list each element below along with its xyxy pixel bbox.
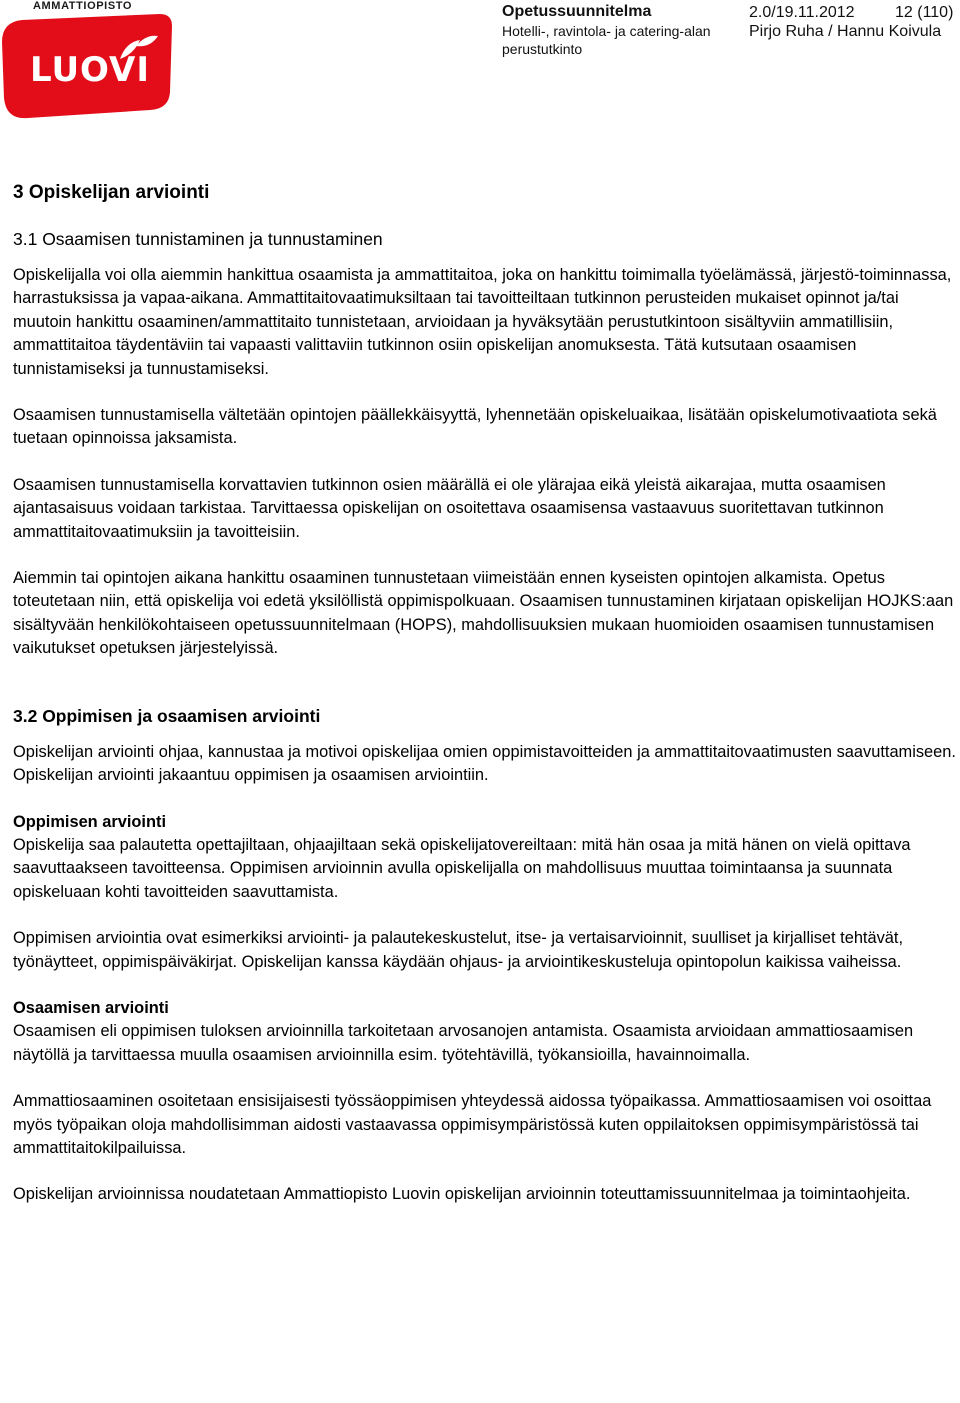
page-number: 12 (110) — [895, 4, 954, 21]
paragraph: Osaamisen tunnustamisella vältetään opintojen päällekkäisyyttä, lyhennetään opiskeluaikaa, lisätään opiskelumotivaatiota sekä tuetaan opinnoissa jaksamista. — [13, 406, 937, 448]
paragraph-text: Osaamisen eli oppimisen tuloksen arvioinnilla tarkoitetaan arvosanojen antamista. Osaamista arvioidaan ammattiosaamisen näytöllä ja tarvittaessa muulla osaamisen arvioinnilla esim. työtehtävillä, työkansioilla, havainnoimalla. — [13, 1022, 914, 1064]
subsection-heading: 3.2 Oppimisen ja osaamisen arviointi — [13, 705, 321, 726]
paragraph: Aiemmin tai opintojen aikana hankittu osaaminen tunnustetaan viimeistään ennen kyseisten opintojen alkamista. Opetus toteutetaan niin, että opiskelija voi edetä yksilöllistä oppimispolkuaan. Osaamisen tunnustaminen kirjataan opiskelijan HOJKS:aan sisältyvään henkilökohtaiseen opetussuunnitelmaan (HOPS), mahdollisuuksien mukaan huomioiden osaamisen tunnustamisen vaikutukset opetuksen järjestelyissä. — [13, 569, 954, 658]
document-version: 2.0/19.11.2012 — [749, 4, 855, 21]
paragraph-subheading: Oppimisen arviointi — [13, 812, 167, 831]
paragraph: Opiskelijan arvioinnissa noudatetaan Ammattiopisto Luovin opiskelijan arvioinnin toteuttamissuunnitelmaa ja toimintaohjeita. — [13, 1185, 911, 1204]
paragraph-with-subheading — [13, 811, 960, 905]
paragraph-subheading: Osaamisen arviointi — [13, 998, 169, 1017]
paragraph: Opiskelijalla voi olla aiemmin hankittua osaamista ja ammattitaitoa, joka on hankittu toimimalla työelämässä, järjestö-toiminnassa, harrastuksissa ja vapaa-aikana. Ammattitaitovaatimuksiltaan tai tavoitteiltaan tutkinnon perusteiden mukaiset opinnot ja/tai muutoin hankittu osaaminen/ammattitaito tunnistetaan, arvioidaan ja hyväksytään perustutkintoon sisältyviin ammatillisiin, ammattitaitoa täydentäviin tai vapaasti valittaviin tutkinnon osiin opiskelijan anomuksesta. Tätä kutsutaan osaamisen tunnistamiseksi ja tunnustamiseksi. — [13, 266, 952, 378]
logo-word: LUOVI — [30, 50, 151, 90]
document-subtitle: Hotelli-, ravintola- ja catering-alan perustutkinto — [502, 23, 711, 57]
paragraph-text: Opiskelija saa palautetta opettajiltaan, ohjaajiltaan sekä opiskelijatovereiltaan: mitä hän osaa ja mitä hänen on vielä opittava saavuttaakseen tavoitteensa. Oppimisen arvioinnin avulla opiskelijalla on mahdollisuus muuttaa toimintaansa ja suunnata opiskeluaan kohti tavoitteiden saavuttamista. — [13, 835, 911, 901]
document-title: Opetussuunnitelma — [502, 3, 652, 20]
document-authors: Pirjo Ruha / Hannu Koivula — [749, 23, 942, 40]
paragraph: Oppimisen arviointia ovat esimerkiksi arviointi- ja palautekeskustelut, itse- ja vertaisarvioinnit, suulliset ja kirjalliset tehtävät, työnäytteet, oppimispäiväkirjat. Opiskelijan kanssa käydään ohjaus- ja arviointikeskusteluja opintopolun kaikissa vaiheissa. — [13, 929, 904, 971]
paragraph: Opiskelijan arviointi ohjaa, kannustaa ja motivoi opiskelijaa omien oppimistavoitteiden ja ammattitaitovaatimusten saavuttamiseen. Opiskelijan arviointi jakaantuu oppimisen ja osaamisen arviointiin. — [13, 742, 956, 785]
section-heading: 3 Opiskelijan arviointi — [13, 182, 210, 203]
paragraph: Osaamisen tunnustamisella korvattavien tutkinnon osien määrällä ei ole ylärajaa eikä yleistä aikarajaa, mutta osaamisen ajantasaisuus voidaan tarkistaa. Tarvittaessa opiskelijan on osoitettava osaamisensa vastaavuus suoritettavan tutkinnon ammattitaitovaatimuksiin ja tavoitteisiin. — [13, 475, 886, 541]
paragraph-with-subheading — [13, 997, 960, 1067]
paragraph: Ammattiosaaminen osoitetaan ensisijaisesti työssäoppimisen yhteydessä aidossa työpaikassa. Ammattiosaamisen voi osoittaa myös työpaikan oloja mahdollisimman aidosti vastaavassa oppimisympäristössä kuten oppilaitoksen oppimisympäristössä tai ammattitaitokilpailuissa. — [13, 1092, 932, 1157]
logo — [0, 0, 175, 122]
subsection-heading: 3.1 Osaamisen tunnistaminen ja tunnustaminen — [13, 229, 383, 249]
document-body — [13, 181, 960, 1230]
logo-top-text: AMMATTIOPISTO — [33, 0, 133, 12]
